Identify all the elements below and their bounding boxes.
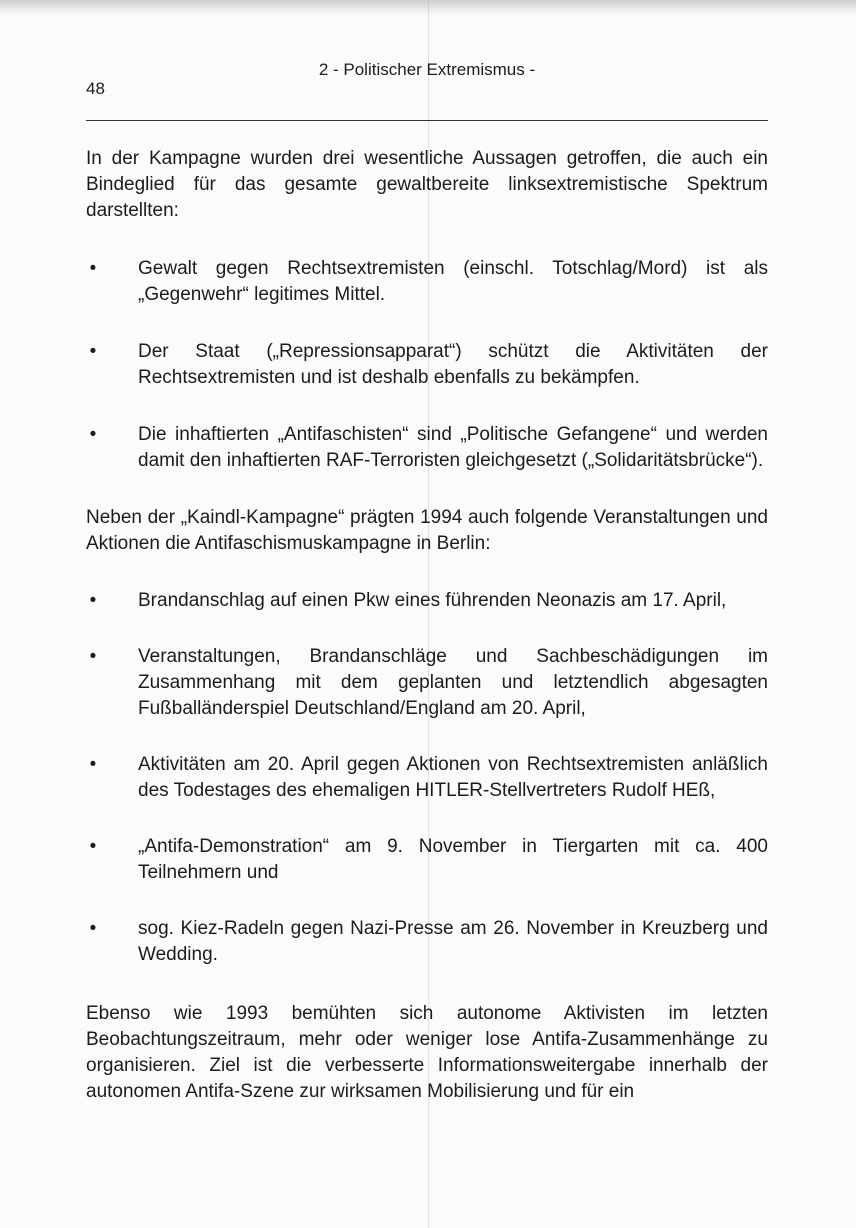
event-list: [86, 588, 768, 968]
bullet: •: [89, 590, 97, 611]
bullet: •: [89, 836, 97, 857]
event-item: [86, 588, 768, 614]
bullet: •: [89, 424, 97, 445]
event-text: „Antifa-Demonstration“ am 9. November in Tiergarten mit ca. 400 Teilnehmern und: [138, 836, 768, 883]
statement-item: [86, 422, 768, 474]
statement-list: [86, 256, 768, 474]
running-header: 2 - Politischer Extremismus -: [318, 60, 536, 79]
event-text: Aktivitäten am 20. April gegen Aktionen von Rechtsextremisten anläßlich des Todestages des ehemaligen HITLER-Stellvertreters Rudolf HEß,: [138, 754, 768, 801]
event-text: sog. Kiez-Radeln gegen Nazi-Presse am 26. November in Kreuzberg und Wedding.: [138, 918, 768, 965]
event-item: [86, 834, 768, 886]
page-number: 48: [86, 79, 105, 98]
bullet: •: [89, 754, 97, 775]
header-rule: [86, 120, 768, 121]
bullet: •: [89, 918, 97, 939]
event-item: [86, 644, 768, 722]
closing-paragraph: Ebenso wie 1993 bemühten sich autonome Aktivisten im letzten Beobachtungszeitraum, mehr oder weniger lose Antifa-Zusammenhänge zu organisieren. Ziel ist die verbesserte Informationsweitergabe innerhalb der autonomen Antifa-Szene zur wirksamen Mobilisierung und für ein: [86, 1003, 768, 1102]
bullet: •: [89, 646, 97, 667]
event-item: [86, 916, 768, 968]
event-text: Veranstaltungen, Brandanschläge und Sachbeschädigungen im Zusammenhang mit dem geplanten und letztendlich abgesagten Fußballänderspiel Deutschland/England am 20. April,: [138, 646, 768, 719]
statement-item: [86, 256, 768, 308]
events-paragraph: Neben der „Kaindl-Kampagne“ prägten 1994 auch folgende Veranstaltungen und Aktionen die Antifaschismuskampagne in Berlin:: [86, 507, 768, 554]
statement-text: Gewalt gegen Rechtsextremisten (einschl. Totschlag/Mord) ist als „Gegenwehr“ legitimes Mittel.: [138, 258, 768, 305]
bullet: •: [89, 341, 97, 362]
statement-text: Der Staat („Repressionsapparat“) schützt die Aktivitäten der Rechtsextremisten und ist deshalb ebenfalls zu bekämpfen.: [138, 341, 768, 388]
statement-text: Die inhaftierten „Antifaschisten“ sind „Politische Gefangene“ und werden damit den inhaftierten RAF-Terroristen gleichgesetzt („Solidaritätsbrücke“).: [138, 424, 768, 471]
body-text: [86, 146, 768, 1105]
statement-item: [86, 339, 768, 391]
event-text: Brandanschlag auf einen Pkw eines führenden Neonazis am 17. April,: [138, 590, 727, 611]
event-item: [86, 752, 768, 804]
intro-paragraph: In der Kampagne wurden drei wesentliche Aussagen getroffen, die auch ein Bindeglied für das gesamte gewaltbereite linksextremistische Spektrum darstellten:: [86, 148, 768, 221]
bullet: •: [89, 258, 97, 279]
